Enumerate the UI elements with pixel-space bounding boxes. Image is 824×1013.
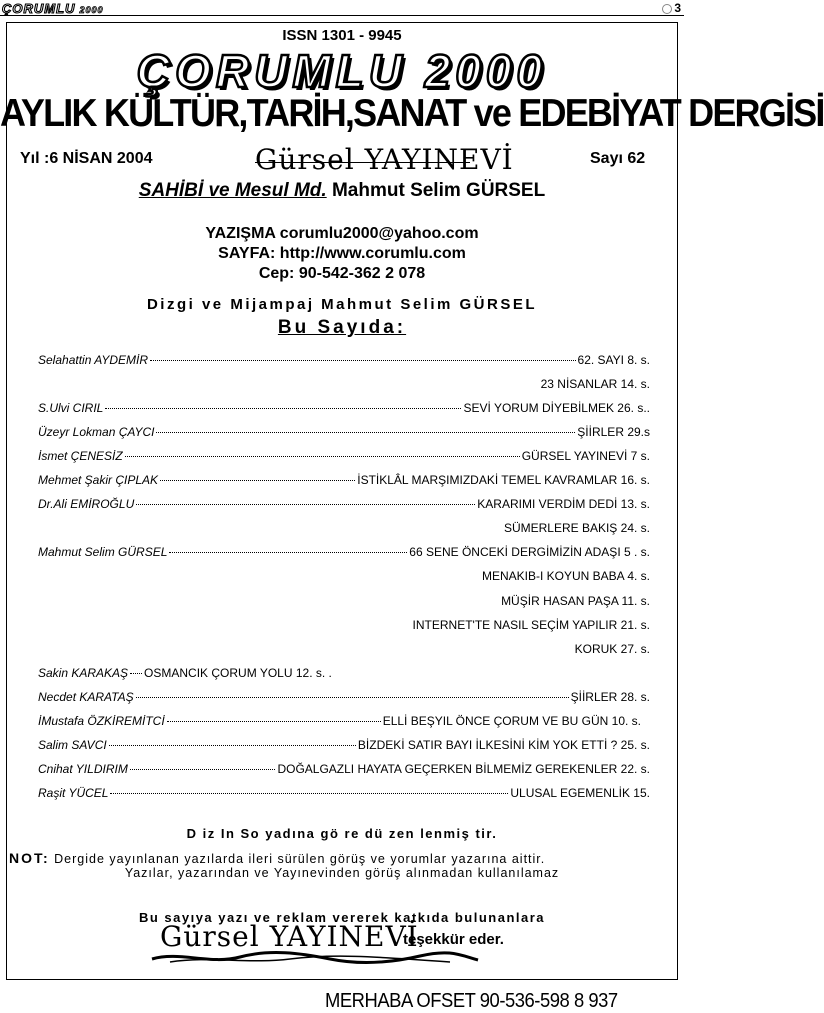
toc-entry — [38, 353, 650, 373]
toc-title: SEVİ YORUM DİYEBİLMEK 26. s.. — [463, 401, 650, 415]
toc-leader — [150, 360, 575, 361]
toc-leader — [136, 697, 569, 698]
signature-scribble-icon — [150, 947, 480, 967]
page-marker-icon — [662, 4, 672, 14]
toc-entry — [38, 473, 650, 493]
header-logo-year: 2000 — [79, 5, 104, 15]
thanks-publisher: Gürsel YAYINEVİ — [160, 920, 419, 953]
toc-leader — [156, 432, 575, 433]
toc-title: INTERNET'TE NASIL SEÇİM YAPILIR 21. s. — [412, 618, 650, 632]
toc-author: Salim SAVCI — [38, 738, 107, 752]
toc-title: OSMANCIK ÇORUM YOLU 12. s. . — [144, 666, 332, 680]
toc-entry — [38, 545, 650, 565]
toc-leader — [167, 721, 381, 722]
toc-entry — [38, 786, 650, 806]
sorting-note: D iz In So yadına gö re dü zen lenmiş tir. — [186, 826, 498, 841]
toc-title: ELLİ BEŞYIL ÖNCE ÇORUM VE BU GÜN 10. s. — [382, 714, 641, 728]
toc-title: GÜRSEL YAYINEVİ 7 s. — [521, 449, 650, 463]
toc-author: Cnihat YILDIRIM — [38, 762, 128, 776]
owner-label: SAHİBİ ve Mesul Md. — [138, 180, 327, 201]
toc-entry — [38, 497, 650, 517]
toc-title: 23 NİSANLAR 14. s. — [540, 377, 650, 391]
magazine-subtitle: AYLIK KÜLTÜR,TARİH,SANAT ve EDEBİYAT DERGİSİ — [0, 90, 824, 135]
toc-title: 62. SAYI 8. s. — [577, 353, 650, 367]
toc-entry — [38, 690, 650, 710]
thanks-line: Bu sayıya yazı ve reklam vererek katkıda bulunanlara — [138, 910, 546, 925]
toc-title: SÜMERLERE BAKIŞ 24. s. — [503, 521, 650, 535]
contact-phone: Cep: 90-542-362 2 078 — [258, 265, 426, 282]
toc-author: Sakin KARAKAŞ — [38, 666, 129, 680]
toc-entry — [38, 377, 650, 397]
toc-author: İMustafa ÖZKİREMİTCİ — [38, 714, 165, 728]
year-month: Yıl :6 NİSAN 2004 — [20, 150, 153, 167]
toc-author: S.Ulvi CIRIL — [38, 401, 104, 415]
printer-credit: MERHABA OFSET 90-536-598 8 937 — [325, 990, 618, 1012]
header-logo-text: ÇORUMLU — [2, 1, 76, 16]
thanks-suffix: teşekkür eder. — [403, 931, 504, 948]
toc-author: Mahmut Selim GÜRSEL — [38, 545, 168, 559]
toc-title: BİZDEKİ SATIR BAYI İLKESİNİ KİM YOK ETTİ ? 25. s. — [357, 738, 650, 752]
issn: ISSN 1301 - 9945 — [282, 27, 402, 44]
publisher-name: Gürsel YAYINEVİ — [255, 143, 514, 176]
header-logo — [2, 1, 103, 16]
toc-title: ŞİİRLER 28. s. — [570, 690, 650, 704]
owner-line — [0, 180, 684, 202]
toc-leader — [109, 745, 356, 746]
disclaimer-line-1 — [9, 850, 545, 866]
toc-leader — [110, 793, 508, 794]
toc-title: 66 SENE ÖNCEKİ DERGİMİZİN ADAŞI 5 . s. — [409, 545, 650, 559]
toc-entry — [38, 618, 650, 638]
toc-leader — [130, 673, 142, 674]
toc-leader — [169, 552, 407, 553]
toc-title: ŞİİRLER 29.s — [577, 425, 650, 439]
toc-title: İSTİKLÂL MARŞIMIZDAKİ TEMEL KAVRAMLAR 16. s. — [357, 473, 650, 487]
toc-author: İsmet ÇENESİZ — [38, 449, 123, 463]
toc-entry — [38, 449, 650, 469]
not-label: NOT: — [9, 850, 50, 866]
not-text: Dergide yayınlanan yazılarda ileri sürülen görüş ve yorumlar yazarına aittir. — [49, 852, 546, 866]
toc-title: MÜŞİR HASAN PAŞA 11. s. — [501, 594, 650, 608]
toc-entry — [38, 401, 650, 421]
publisher-underline — [255, 162, 470, 163]
toc-title: KORUK 27. s. — [574, 642, 650, 656]
toc-author: Selahattin AYDEMİR — [38, 353, 149, 367]
toc-leader — [125, 456, 520, 457]
toc-leader — [105, 408, 461, 409]
toc-author: Dr.Ali EMİROĞLU — [38, 497, 135, 511]
toc-leader — [130, 769, 276, 770]
toc-title: KARARIMI VERDİM DEDİ 13. s. — [477, 497, 650, 511]
page-header — [0, 0, 684, 18]
toc-entry — [38, 594, 650, 614]
header-rule — [0, 15, 684, 16]
disclaimer-line-2: Yazılar, yazarından ve Yayınevinden görüş alınmadan kullanılamaz — [124, 866, 560, 880]
magazine-logo: ÇORUMLU 2000 — [136, 45, 548, 97]
toc-entry — [38, 738, 650, 758]
issue-number: Sayı 62 — [590, 150, 646, 167]
toc-title: ULUSAL EGEMENLİK 15. — [510, 786, 650, 800]
toc-leader — [160, 480, 355, 481]
toc-author: Raşit YÜCEL — [38, 786, 109, 800]
toc-entry — [38, 762, 650, 782]
toc-entry — [38, 569, 650, 589]
toc-heading: Bu Sayıda: — [277, 317, 407, 338]
page-number-text: 3 — [674, 1, 681, 15]
page-number — [662, 1, 681, 15]
toc-entry — [38, 666, 338, 686]
toc-title: MENAKIB-I KOYUN BABA 4. s. — [481, 569, 650, 583]
typesetting-credit: Dizgi ve Mijampaj Mahmut Selim GÜRSEL — [146, 296, 538, 313]
toc-author: Mehmet Şakir ÇIPLAK — [38, 473, 159, 487]
toc-author: Üzeyr Lokman ÇAYCI — [38, 425, 155, 439]
toc-entry — [38, 714, 641, 734]
toc-entry — [38, 521, 650, 541]
toc-title: DOĞALGAZLI HAYATA GEÇERKEN BİLMEMİZ GEREKENLER 22. s. — [277, 762, 650, 776]
toc-leader — [136, 504, 475, 505]
toc-entry — [38, 425, 650, 445]
contact-website: SAYFA: http://www.corumlu.com — [218, 245, 466, 262]
contact-email: YAZIŞMA corumlu2000@yahoo.com — [205, 225, 479, 242]
toc-author: Necdet KARATAŞ — [38, 690, 134, 704]
toc-entry — [38, 642, 650, 662]
owner-name: Mahmut Selim GÜRSEL — [326, 180, 546, 201]
